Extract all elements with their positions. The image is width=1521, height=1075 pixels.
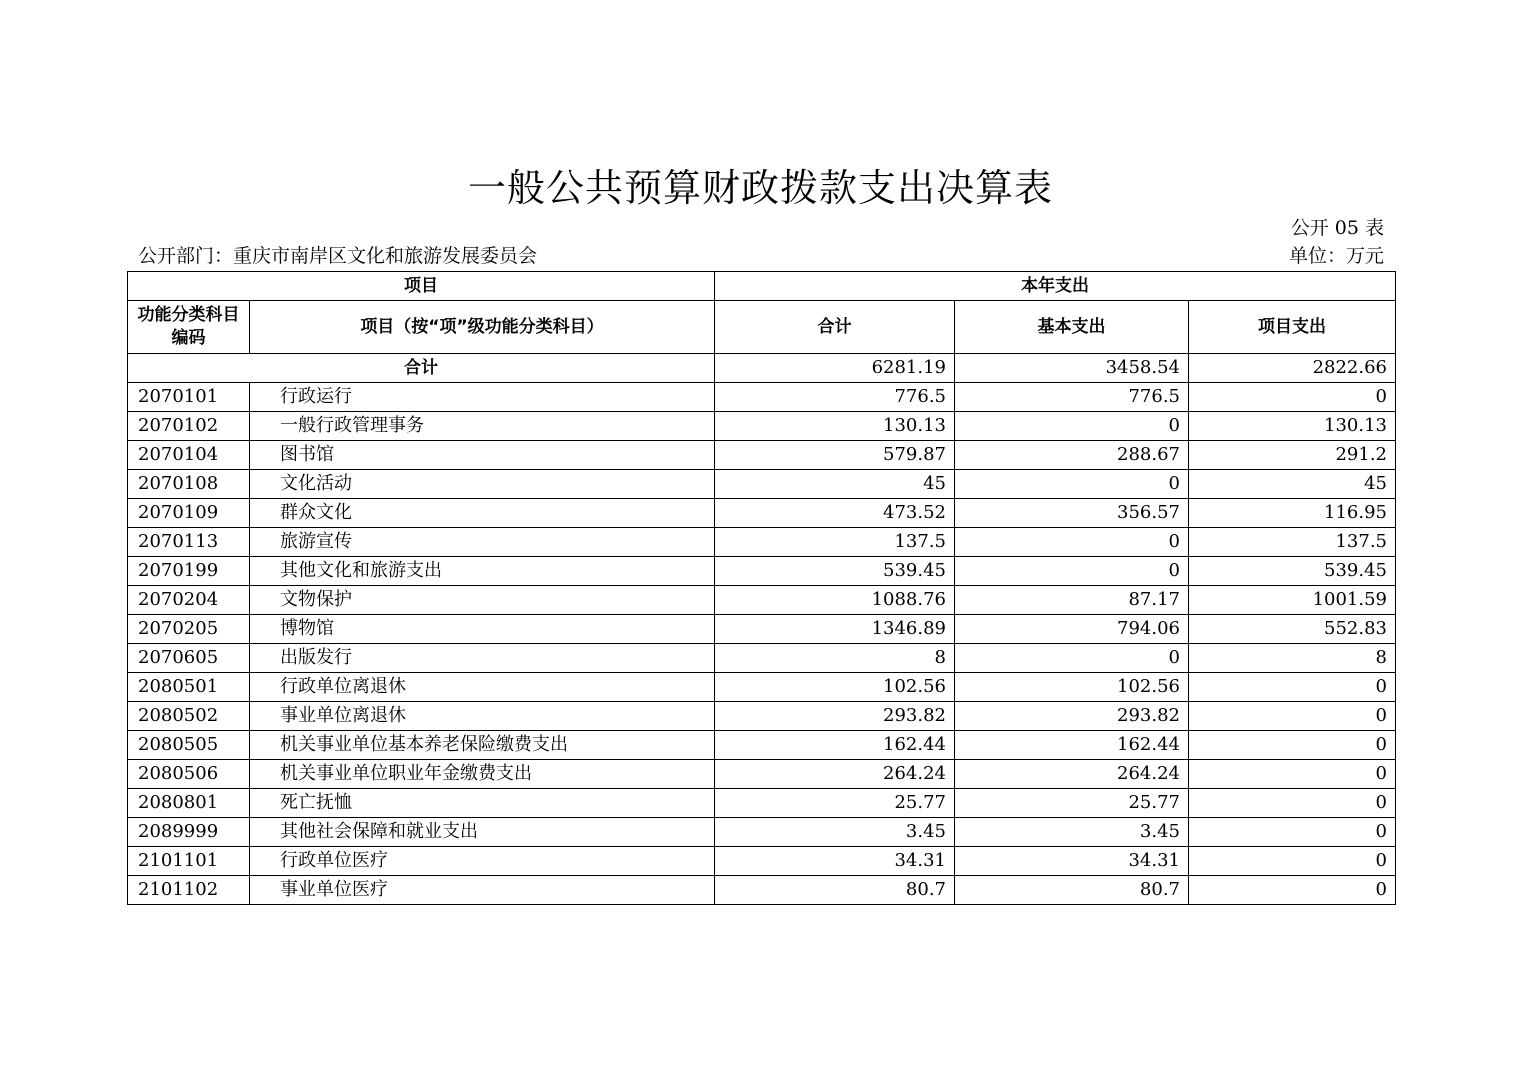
unit-label: 单位：万元	[1288, 245, 1384, 267]
total-row	[128, 354, 1396, 383]
row-project: 0	[1189, 702, 1396, 731]
table-row	[128, 876, 1396, 905]
row-code: 2070605	[128, 644, 250, 673]
row-basic: 0	[955, 470, 1189, 499]
row-basic: 0	[955, 412, 1189, 441]
row-basic: 356.57	[955, 499, 1189, 528]
document-title: 一般公共预算财政拨款支出决算表	[467, 166, 1053, 210]
row-code: 2070104	[128, 441, 250, 470]
total-row-basic: 3458.54	[955, 354, 1189, 383]
row-code: 2080801	[128, 789, 250, 818]
row-code: 2070102	[128, 412, 250, 441]
row-project: 137.5	[1189, 528, 1396, 557]
table-row	[128, 528, 1396, 557]
row-project: 0	[1189, 731, 1396, 760]
row-basic: 293.82	[955, 702, 1189, 731]
table-row	[128, 702, 1396, 731]
row-name: 文物保护	[250, 586, 715, 615]
table-row	[128, 441, 1396, 470]
row-basic: 0	[955, 528, 1189, 557]
row-name: 死亡抚恤	[250, 789, 715, 818]
row-project: 0	[1189, 847, 1396, 876]
row-total: 25.77	[715, 789, 955, 818]
table-row	[128, 615, 1396, 644]
row-code: 2101102	[128, 876, 250, 905]
row-basic: 794.06	[955, 615, 1189, 644]
header-project-expenditure: 项目支出	[1189, 301, 1396, 354]
row-name: 行政单位离退休	[250, 673, 715, 702]
row-project: 291.2	[1189, 441, 1396, 470]
row-code: 2070199	[128, 557, 250, 586]
table-row	[128, 847, 1396, 876]
total-row-label: 合计	[128, 354, 715, 383]
row-code: 2070101	[128, 383, 250, 412]
row-project: 0	[1189, 673, 1396, 702]
table-row	[128, 731, 1396, 760]
row-basic: 0	[955, 644, 1189, 673]
table-row	[128, 760, 1396, 789]
table-row	[128, 499, 1396, 528]
row-code: 2080506	[128, 760, 250, 789]
row-code: 2070108	[128, 470, 250, 499]
row-project: 130.13	[1189, 412, 1396, 441]
table-row	[128, 383, 1396, 412]
header-basic: 基本支出	[955, 301, 1189, 354]
row-name: 机关事业单位基本养老保险缴费支出	[250, 731, 715, 760]
row-project: 8	[1189, 644, 1396, 673]
row-name: 群众文化	[250, 499, 715, 528]
row-basic: 3.45	[955, 818, 1189, 847]
row-project: 552.83	[1189, 615, 1396, 644]
row-total: 579.87	[715, 441, 955, 470]
expenditure-table	[127, 271, 1396, 905]
row-total: 162.44	[715, 731, 955, 760]
row-basic: 25.77	[955, 789, 1189, 818]
table-row	[128, 673, 1396, 702]
header-row-columns	[128, 301, 1396, 354]
row-total: 1088.76	[715, 586, 955, 615]
row-name: 行政运行	[250, 383, 715, 412]
row-total: 776.5	[715, 383, 955, 412]
table-row	[128, 586, 1396, 615]
row-code: 2080501	[128, 673, 250, 702]
row-basic: 0	[955, 557, 1189, 586]
row-name: 其他文化和旅游支出	[250, 557, 715, 586]
row-project: 0	[1189, 818, 1396, 847]
row-total: 264.24	[715, 760, 955, 789]
row-total: 137.5	[715, 528, 955, 557]
row-name: 机关事业单位职业年金缴费支出	[250, 760, 715, 789]
row-code: 2080502	[128, 702, 250, 731]
row-project: 0	[1189, 789, 1396, 818]
total-row-project: 2822.66	[1189, 354, 1396, 383]
table-row	[128, 470, 1396, 499]
row-project: 116.95	[1189, 499, 1396, 528]
row-total: 293.82	[715, 702, 955, 731]
row-basic: 288.67	[955, 441, 1189, 470]
row-code: 2070205	[128, 615, 250, 644]
row-code: 2101101	[128, 847, 250, 876]
row-total: 539.45	[715, 557, 955, 586]
header-name: 项目（按“项”级功能分类科目）	[250, 301, 715, 354]
table-row	[128, 789, 1396, 818]
row-project: 45	[1189, 470, 1396, 499]
header-row-group	[128, 272, 1396, 301]
row-code: 2070204	[128, 586, 250, 615]
row-project: 0	[1189, 383, 1396, 412]
row-total: 80.7	[715, 876, 955, 905]
row-name: 事业单位离退休	[250, 702, 715, 731]
row-total: 34.31	[715, 847, 955, 876]
row-name: 一般行政管理事务	[250, 412, 715, 441]
header-current-year: 本年支出	[715, 272, 1396, 301]
row-total: 473.52	[715, 499, 955, 528]
row-project: 0	[1189, 876, 1396, 905]
row-code: 2089999	[128, 818, 250, 847]
row-basic: 162.44	[955, 731, 1189, 760]
row-project: 0	[1189, 760, 1396, 789]
row-name: 文化活动	[250, 470, 715, 499]
row-name: 其他社会保障和就业支出	[250, 818, 715, 847]
header-code: 功能分类科目编码	[128, 301, 250, 354]
row-name: 事业单位医疗	[250, 876, 715, 905]
row-name: 行政单位医疗	[250, 847, 715, 876]
row-basic: 264.24	[955, 760, 1189, 789]
row-name: 图书馆	[250, 441, 715, 470]
row-basic: 80.7	[955, 876, 1189, 905]
row-total: 3.45	[715, 818, 955, 847]
row-basic: 102.56	[955, 673, 1189, 702]
total-row-total: 6281.19	[715, 354, 955, 383]
table-row	[128, 818, 1396, 847]
row-project: 1001.59	[1189, 586, 1396, 615]
row-project: 539.45	[1189, 557, 1396, 586]
row-code: 2070113	[128, 528, 250, 557]
row-basic: 34.31	[955, 847, 1189, 876]
header-total: 合计	[715, 301, 955, 354]
department-label: 公开部门：重庆市南岸区文化和旅游发展委员会	[138, 245, 538, 267]
row-name: 旅游宣传	[250, 528, 715, 557]
table-row	[128, 557, 1396, 586]
row-code: 2080505	[128, 731, 250, 760]
table-row	[128, 412, 1396, 441]
row-code: 2070109	[128, 499, 250, 528]
row-basic: 776.5	[955, 383, 1189, 412]
table-row	[128, 644, 1396, 673]
row-total: 1346.89	[715, 615, 955, 644]
row-name: 出版发行	[250, 644, 715, 673]
row-total: 45	[715, 470, 955, 499]
row-basic: 87.17	[955, 586, 1189, 615]
form-number: 公开 05 表	[1290, 217, 1384, 239]
row-total: 102.56	[715, 673, 955, 702]
row-total: 130.13	[715, 412, 955, 441]
header-project: 项目	[128, 272, 715, 301]
row-total: 8	[715, 644, 955, 673]
row-name: 博物馆	[250, 615, 715, 644]
